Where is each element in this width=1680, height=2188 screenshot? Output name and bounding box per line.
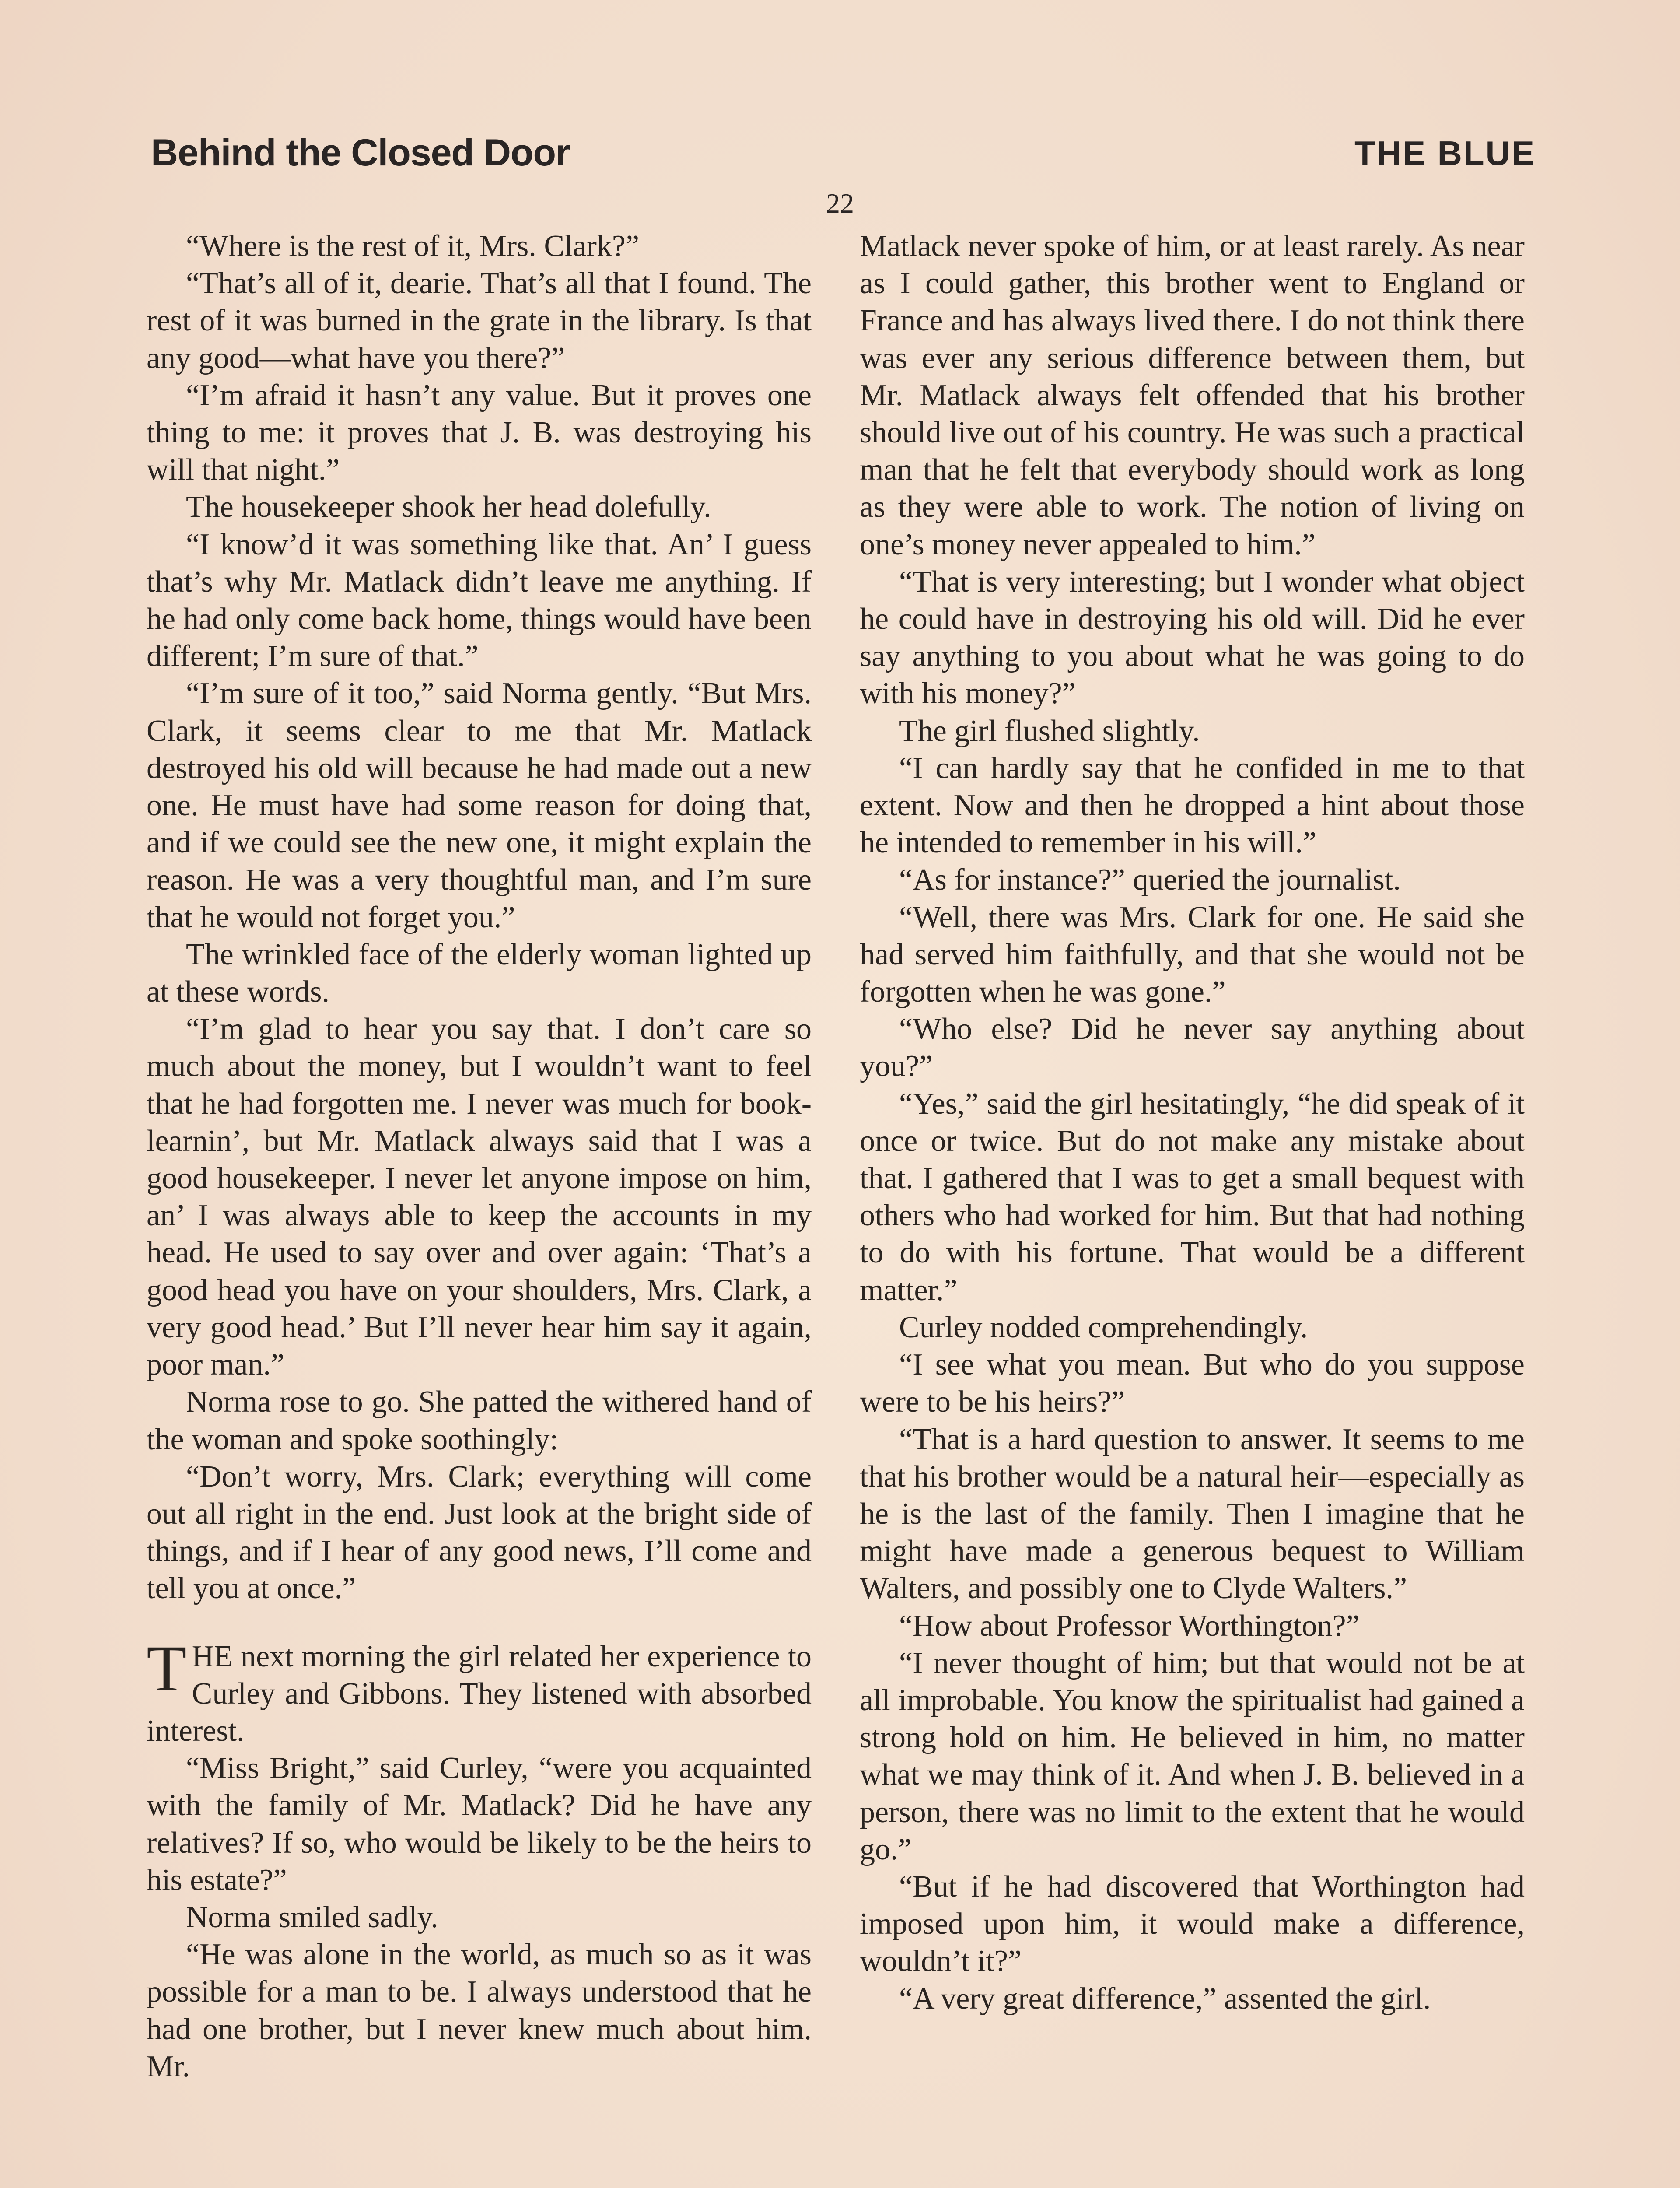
- paragraph: Norma smiled sadly.: [186, 1900, 438, 1934]
- drop-cap: T: [147, 1632, 187, 1705]
- right-column: [860, 228, 1525, 2017]
- story-title: Behind the Closed Door: [151, 132, 570, 174]
- paragraph: “I’m glad to hear you say that. I don’t care so much about the money, but I wouldn’t want to feel that he had forgotten me. I never was much for book-learnin’, but Mr. Matlack always said that I was a good housekeeper. I never let anyone impose on him, an’ I was always able to keep the accounts in my head. He used to say over and over again: ‘That’s a good head you have on your shoulders, Mrs. Clark, a very good head.’ But I’ll never hear him say it again, poor man.”: [147, 1012, 812, 1382]
- magazine-name: THE BLUE: [1354, 134, 1536, 172]
- paragraph: “As for instance?” queried the journalist.: [899, 863, 1401, 897]
- paragraph: “Well, there was Mrs. Clark for one. He said she had served him faithfully, and that she would not be forgotten when he was gone.”: [860, 900, 1525, 1009]
- paragraph: “Miss Bright,” said Curley, “were you acquainted with the family of Mr. Matlack? Did he have any relatives? If so, who would be likely to be the heirs to his estate?”: [147, 1751, 812, 1897]
- paragraph: “I never thought of him; but that would not be at all improbable. You know the spiritualist had gained a strong hold on him. He believed in him, no matter what we may think of it. And when J. B. believed in a person, there was no limit to the extent that he would go.”: [860, 1646, 1525, 1866]
- left-column: [147, 228, 812, 2085]
- paragraph: The wrinkled face of the elderly woman lighted up at these words.: [147, 937, 812, 1009]
- paragraph-continued: Matlack never spoke of him, or at least rarely. As near as I could gather, this brother went to England or France and has always lived there. I do not think there was ever any serious difference between them, but Mr. Matlack always felt offended that his brother should live out of his country. He was such a practical man that he felt that everybody should work as long as they were able to work. The notion of living on one’s money never appealed to him.”: [860, 229, 1525, 561]
- paragraph: “I know’d it was something like that. An’ I guess that’s why Mr. Matlack didn’t leave me anything. If he had only come back home, things would have been different; I’m sure of that.”: [147, 527, 812, 673]
- paragraph: “Where is the rest of it, Mrs. Clark?”: [186, 229, 640, 263]
- paragraph: “But if he had discovered that Worthington had imposed upon him, it would make a difference, wouldn’t it?”: [860, 1869, 1525, 1978]
- paragraph: “I can hardly say that he confided in me to that extent. Now and then he dropped a hint about those he intended to remember in his will.”: [860, 751, 1525, 860]
- paragraph: “That is very interesting; but I wonder what object he could have in destroying his old will. Did he ever say anything to you about what he was going to do with his money?”: [860, 565, 1525, 711]
- paragraph: “I’m afraid it hasn’t any value. But it proves one thing to me: it proves that J. B. was destroying his will that night.”: [147, 378, 812, 487]
- paragraph: “Who else? Did he never say anything about you?”: [860, 1012, 1525, 1083]
- section-divider: [147, 1607, 812, 1638]
- paragraph: “Don’t worry, Mrs. Clark; everything will come out all right in the end. Just look at the bright side of things, and if I hear of any good news, I’ll come and tell you at once.”: [147, 1459, 812, 1606]
- paragraph: “He was alone in the world, as much so as it was possible for a man to be. I always understood that he had one brother, but I never knew much about him. Mr.: [147, 1938, 812, 2083]
- section-opening-paragraph: [147, 1632, 812, 1750]
- paragraph: “I see what you mean. But who do you suppose were to be his heirs?”: [860, 1348, 1525, 1419]
- paragraph: “I’m sure of it too,” said Norma gently. “But Mrs. Clark, it seems clear to me that Mr. Matlack destroyed his old will because he had made out a new one. He must have had some reason for doing that, and if we could see the new one, it might explain the reason. He was a very thoughtful man, and I’m sure that he would not forget you.”: [147, 677, 812, 934]
- section-opening-text: HE next morning the girl related her experience to Curley and Gibbons. They listened with absorbed interest.: [147, 1639, 812, 1748]
- paragraph: Norma rose to go. She patted the withered hand of the woman and spoke soothingly:: [147, 1385, 812, 1456]
- paragraph: “A very great difference,” assented the girl.: [899, 1981, 1431, 2016]
- paragraph: “That is a hard question to answer. It seems to me that his brother would be a natural heir—especially as he is the last of the family. Then I imagine that he might have made a generous bequest to William Walters, and possibly one to Clyde Walters.”: [860, 1422, 1525, 1606]
- page-number: 22: [826, 188, 854, 219]
- paragraph: Curley nodded comprehendingly.: [899, 1310, 1308, 1344]
- paragraph: “Yes,” said the girl hesitatingly, “he did speak of it once or twice. But do not make any mistake about that. I gathered that I was to get a small bequest with others who had worked for him. But that had nothing to do with his fortune. That would be a different matter.”: [860, 1087, 1525, 1307]
- paragraph: “That’s all of it, dearie. That’s all that I found. The rest of it was burned in the grate in the library. Is that any good—what have you there?”: [147, 266, 812, 375]
- paragraph: The housekeeper shook her head dolefully.: [186, 490, 711, 524]
- paragraph: “How about Professor Worthington?”: [899, 1609, 1360, 1643]
- paragraph: The girl flushed slightly.: [899, 714, 1200, 748]
